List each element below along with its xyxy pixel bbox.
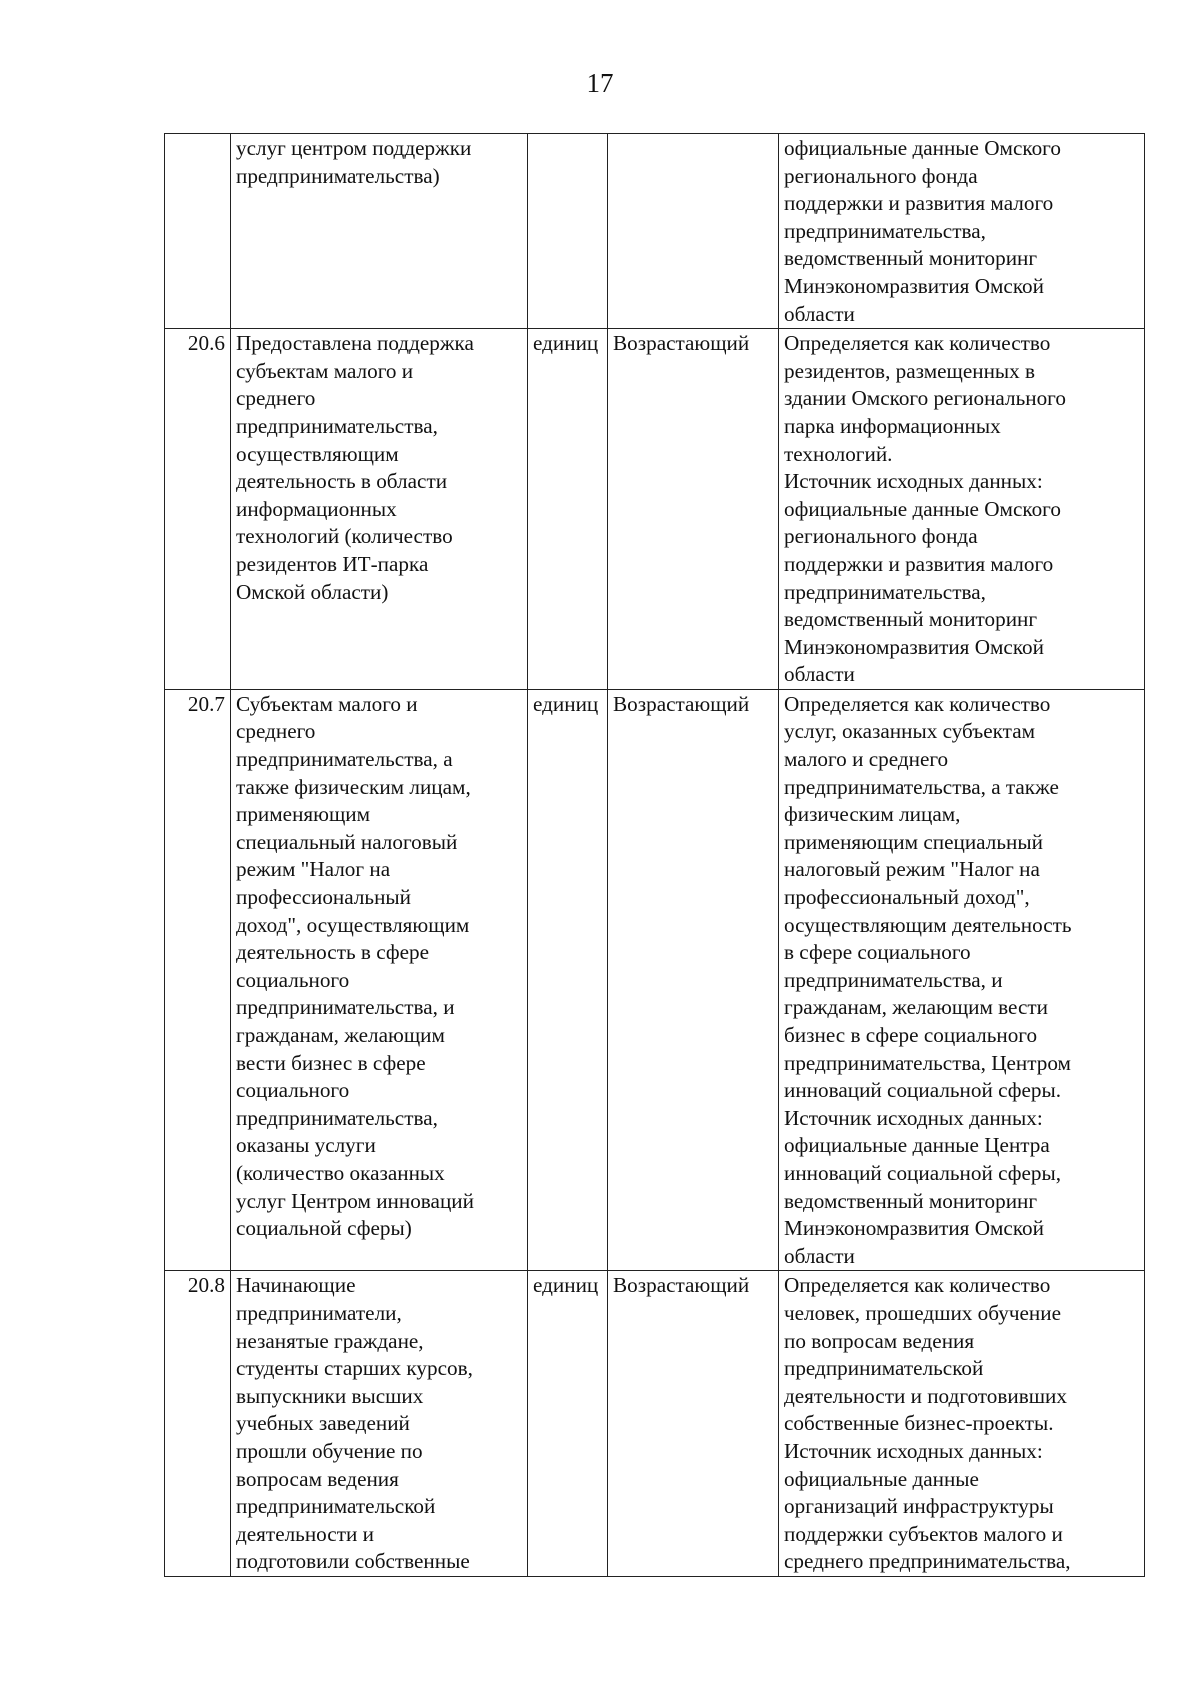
indicator-name-line: услуг Центром инноваций: [236, 1188, 474, 1213]
methodology-line: в сфере социального: [784, 940, 971, 965]
methodology-line: резидентов, размещенных в: [784, 358, 1036, 383]
indicator-name-line: информационных: [236, 496, 397, 521]
indicator-name-line: социальной сферы): [236, 1216, 412, 1241]
indicator-name-line: осуществляющим: [236, 441, 399, 466]
methodology-line: деятельности и подготовивших: [784, 1383, 1067, 1408]
indicator-name-line: Омской области): [236, 579, 389, 604]
indicator-name-line: студенты старших курсов,: [236, 1356, 473, 1381]
methodology-cell: [779, 1271, 1145, 1577]
methodology-line: Определяется как количество: [784, 691, 1051, 716]
methodology-line: налоговый режим "Налог на: [784, 857, 1040, 882]
table-row: [165, 1271, 1145, 1577]
unit-cell: [528, 1271, 608, 1577]
methodology-line: предпринимательства, Центром: [784, 1050, 1071, 1075]
methodology-line: регионального фонда: [784, 163, 978, 188]
methodology-line: по вопросам ведения: [784, 1328, 975, 1353]
methodology-cell: [779, 329, 1145, 690]
trend-cell: [608, 689, 779, 1270]
methodology-line: Источник исходных данных:: [784, 469, 1043, 494]
methodology-line: собственные бизнес-проекты.: [784, 1411, 1054, 1436]
indicator-name-line: социального: [236, 967, 350, 992]
methodology-line: физическим лицам,: [784, 802, 961, 827]
methodology-line: профессиональный доход",: [784, 885, 1030, 910]
methodology-line: области: [784, 662, 855, 687]
unit-label: единиц: [533, 331, 599, 356]
indicator-name-line: Субъектам малого и: [236, 691, 418, 716]
indicator-name-line: также физическим лицам,: [236, 774, 471, 799]
methodology-line: области: [784, 1243, 855, 1268]
table-row: [165, 329, 1145, 690]
indicator-name-line: предпринимательства,: [236, 413, 438, 438]
indicators-table: [164, 133, 1145, 1577]
indicator-name-cell: [231, 1271, 528, 1577]
methodology-line: парка информационных: [784, 413, 1001, 438]
methodology-line: ведомственный мониторинг: [784, 1188, 1038, 1213]
methodology-line: здании Омского регионального: [784, 386, 1066, 411]
indicator-name-line: резидентов ИТ-парка: [236, 551, 429, 576]
indicator-name-line: Начинающие: [236, 1273, 356, 1298]
methodology-line: Источник исходных данных:: [784, 1438, 1043, 1463]
indicator-name-line: гражданам, желающим: [236, 1023, 445, 1047]
unit-label: единиц: [533, 1273, 599, 1298]
methodology-line: официальные данные Омского: [784, 136, 1061, 160]
trend-cell: [608, 1271, 779, 1577]
indicator-name-line: предпринимательства, и: [236, 995, 455, 1020]
indicator-name-cell: [231, 134, 528, 329]
indicator-name-line: среднего: [236, 719, 316, 744]
trend-label: Возрастающий: [613, 691, 750, 716]
row-number-cell: [165, 1271, 231, 1577]
indicator-name-line: вопросам ведения: [236, 1466, 399, 1491]
indicator-name-line: выпускники высших: [236, 1383, 424, 1408]
methodology-line: организаций инфраструктуры: [784, 1494, 1054, 1519]
methodology-line: услуг, оказанных субъектам: [784, 719, 1035, 744]
methodology-cell: [779, 134, 1145, 329]
methodology-line: Минэкономразвития Омской: [784, 1216, 1044, 1241]
methodology-line: Определяется как количество: [784, 1273, 1051, 1298]
trend-label: Возрастающий: [613, 1273, 750, 1298]
indicator-name-cell: [231, 329, 528, 690]
indicator-name-line: социального: [236, 1078, 350, 1103]
indicator-name-line: предприниматели,: [236, 1300, 402, 1325]
methodology-line: поддержки субъектов малого и: [784, 1521, 1063, 1546]
methodology-line: технологий.: [784, 441, 893, 466]
indicator-name-line: предпринимательства,: [236, 1105, 438, 1130]
trend-cell: [608, 329, 779, 690]
indicator-name-line: специальный налоговый: [236, 829, 458, 854]
row-number-cell: [165, 329, 231, 690]
methodology-cell: [779, 689, 1145, 1270]
indicator-name-line: субъектам малого и: [236, 358, 414, 383]
methodology-line: инноваций социальной сферы,: [784, 1160, 1062, 1185]
indicator-name-line: предпринимательства, а: [236, 747, 453, 772]
indicator-name-line: услуг центром поддержки: [236, 136, 472, 160]
indicator-name-line: предпринимательства): [236, 163, 440, 188]
methodology-line: предпринимательства,: [784, 579, 986, 604]
methodology-line: осуществляющим деятельность: [784, 912, 1072, 937]
methodology-line: малого и среднего: [784, 747, 949, 772]
methodology-line: регионального фонда: [784, 524, 978, 549]
indicator-name-line: подготовили собственные: [236, 1549, 470, 1574]
indicator-name-line: Предоставлена поддержка: [236, 331, 474, 356]
methodology-line: Источник исходных данных:: [784, 1105, 1043, 1130]
unit-cell: [528, 134, 608, 329]
indicator-name-line: оказаны услуги: [236, 1133, 376, 1158]
methodology-line: Минэкономразвития Омской: [784, 273, 1044, 298]
methodology-line: предпринимательской: [784, 1356, 984, 1381]
unit-cell: [528, 689, 608, 1270]
methodology-line: Минэкономразвития Омской: [784, 634, 1044, 659]
indicator-name-line: вести бизнес в сфере: [236, 1050, 426, 1075]
page-number: 17: [586, 68, 614, 98]
indicator-name-line: деятельность в сфере: [236, 940, 430, 965]
indicator-name-line: доход", осуществляющим: [236, 912, 470, 937]
table-row: [165, 134, 1145, 329]
row-number: 20.6: [187, 331, 225, 356]
methodology-line: гражданам, желающим вести: [784, 995, 1048, 1020]
indicator-name-line: применяющим: [236, 802, 371, 827]
indicator-name-cell: [231, 689, 528, 1270]
methodology-line: ведомственный мониторинг: [784, 246, 1038, 271]
row-number-cell: [165, 689, 231, 1270]
row-number-cell: [165, 134, 231, 329]
methodology-line: предпринимательства, а также: [784, 774, 1059, 799]
methodology-line: применяющим специальный: [784, 829, 1043, 854]
indicator-name-line: режим "Налог на: [236, 857, 391, 882]
table-row: [165, 689, 1145, 1270]
trend-label: Возрастающий: [613, 331, 750, 356]
methodology-line: инноваций социальной сферы.: [784, 1078, 1062, 1103]
indicator-name-line: среднего: [236, 386, 316, 411]
indicator-name-line: профессиональный: [236, 885, 412, 910]
methodology-line: области: [784, 301, 855, 326]
unit-label: единиц: [533, 691, 599, 716]
indicator-name-line: предпринимательской: [236, 1494, 436, 1519]
methodology-line: бизнес в сфере социального: [784, 1023, 1038, 1047]
indicator-name-line: (количество оказанных: [236, 1160, 445, 1185]
methodology-line: ведомственный мониторинг: [784, 607, 1038, 632]
methodology-line: официальные данные Центра: [784, 1133, 1050, 1158]
methodology-line: поддержки и развития малого: [784, 551, 1054, 576]
indicator-name-line: незанятые граждане,: [236, 1328, 424, 1353]
unit-cell: [528, 329, 608, 690]
methodology-line: поддержки и развития малого: [784, 191, 1054, 216]
methodology-line: Определяется как количество: [784, 331, 1051, 356]
methodology-line: предпринимательства,: [784, 218, 986, 243]
indicator-name-line: деятельности и: [236, 1521, 374, 1546]
indicator-name-line: прошли обучение по: [236, 1438, 423, 1463]
methodology-line: предпринимательства, и: [784, 967, 1003, 992]
methodology-line: человек, прошедших обучение: [784, 1300, 1061, 1325]
methodology-line: среднего предпринимательства,: [784, 1549, 1071, 1574]
trend-cell: [608, 134, 779, 329]
indicator-name-line: деятельность в области: [236, 469, 448, 494]
methodology-line: официальные данные: [784, 1466, 979, 1491]
indicator-name-line: технологий (количество: [236, 524, 453, 549]
methodology-line: официальные данные Омского: [784, 496, 1061, 521]
indicator-name-line: учебных заведений: [236, 1411, 410, 1436]
row-number: 20.7: [187, 691, 225, 716]
row-number: 20.8: [187, 1273, 225, 1298]
